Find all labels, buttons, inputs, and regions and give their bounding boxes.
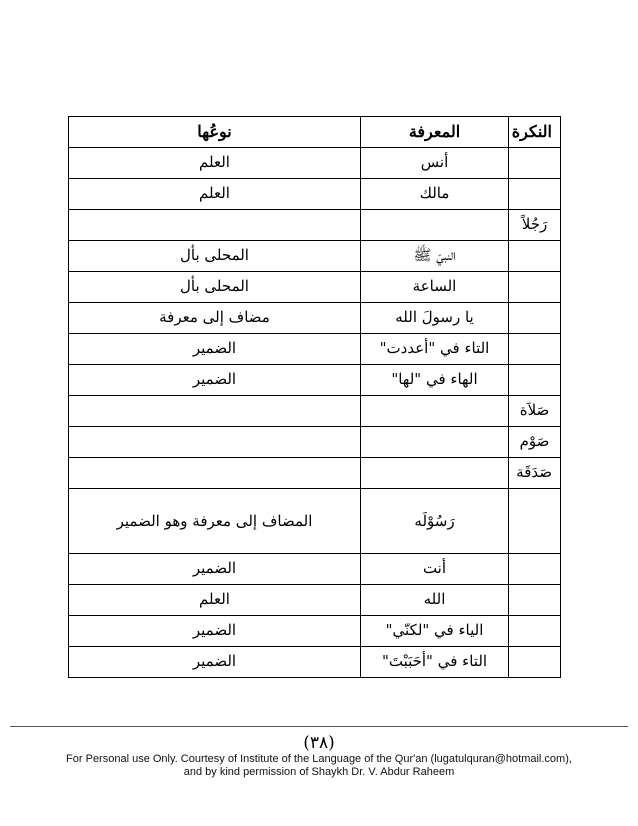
cell-marifa <box>361 396 509 427</box>
footer-line-2: and by kind permission of Shaykh Dr. V. Abdur Raheem <box>183 766 455 778</box>
cell-type: الضمير <box>69 365 361 396</box>
cell-marifa: أنس <box>361 148 509 179</box>
cell-type: الضمير <box>69 334 361 365</box>
cell-type: المضاف إلى معرفة وهو الضمير <box>69 489 361 554</box>
table-row <box>69 179 561 210</box>
cell-type: مضاف إلى معرفة <box>69 303 361 334</box>
cell-marifa: يا رسولَ الله <box>361 303 509 334</box>
footer-divider <box>10 726 628 727</box>
cell-nakira: رَجُلاً <box>509 210 561 241</box>
cell-nakira <box>509 554 561 585</box>
cell-nakira <box>509 585 561 616</box>
cell-marifa: مالك <box>361 179 509 210</box>
cell-type: الضمير <box>69 616 361 647</box>
cell-nakira <box>509 616 561 647</box>
table-row <box>69 616 561 647</box>
grammar-table <box>68 116 561 678</box>
table-row <box>69 334 561 365</box>
table-row <box>69 427 561 458</box>
cell-marifa: أنت <box>361 554 509 585</box>
cell-type: العلم <box>69 585 361 616</box>
cell-nakira <box>509 647 561 678</box>
table-row <box>69 585 561 616</box>
cell-nakira <box>509 334 561 365</box>
cell-nakira: صَلاَة <box>509 396 561 427</box>
cell-nakira: صَدَقَة <box>509 458 561 489</box>
table-row <box>69 272 561 303</box>
table-header-row <box>69 117 561 148</box>
cell-type: العلم <box>69 179 361 210</box>
cell-marifa: الساعة <box>361 272 509 303</box>
cell-type: العلم <box>69 148 361 179</box>
cell-type: المحلى بأل <box>69 272 361 303</box>
cell-type <box>69 396 361 427</box>
footer-line-1: For Personal use Only. Courtesy of Institute of the Language of the Qur'an (lugatulquran@hotmail.com), <box>66 753 572 765</box>
cell-nakira <box>509 179 561 210</box>
table-row <box>69 241 561 272</box>
header-marifa: المعرفة <box>361 117 509 148</box>
cell-type <box>69 427 361 458</box>
cell-marifa: النبيّ ﷺ <box>361 241 509 272</box>
cell-nakira <box>509 272 561 303</box>
header-type: نوعُها <box>69 117 361 148</box>
cell-nakira: صَوْم <box>509 427 561 458</box>
cell-marifa: الهاء في "لها" <box>361 365 509 396</box>
cell-marifa <box>361 458 509 489</box>
page-number: (٣٨) <box>303 733 335 753</box>
table-row <box>69 647 561 678</box>
table-row <box>69 148 561 179</box>
cell-marifa: التاء في "أحَبَبْتَ" <box>361 647 509 678</box>
cell-marifa: الياء في "لكنّي" <box>361 616 509 647</box>
header-nakira: النكرة <box>509 117 561 148</box>
table-row <box>69 365 561 396</box>
footer-credit <box>0 753 638 779</box>
grammar-table-container <box>68 116 560 678</box>
cell-marifa: الله <box>361 585 509 616</box>
cell-nakira <box>509 303 561 334</box>
cell-type <box>69 210 361 241</box>
table-row <box>69 554 561 585</box>
table-row <box>69 303 561 334</box>
cell-marifa <box>361 427 509 458</box>
cell-marifa <box>361 210 509 241</box>
table-row <box>69 458 561 489</box>
cell-marifa: رَسُوْلَه <box>361 489 509 554</box>
cell-nakira <box>509 489 561 554</box>
table-row <box>69 396 561 427</box>
cell-nakira <box>509 241 561 272</box>
cell-marifa: التاء في "أعددت" <box>361 334 509 365</box>
cell-type: المحلى بأل <box>69 241 361 272</box>
table-row <box>69 210 561 241</box>
cell-nakira <box>509 148 561 179</box>
cell-type <box>69 458 361 489</box>
cell-nakira <box>509 365 561 396</box>
table-row <box>69 489 561 554</box>
cell-type: الضمير <box>69 647 361 678</box>
cell-type: الضمير <box>69 554 361 585</box>
